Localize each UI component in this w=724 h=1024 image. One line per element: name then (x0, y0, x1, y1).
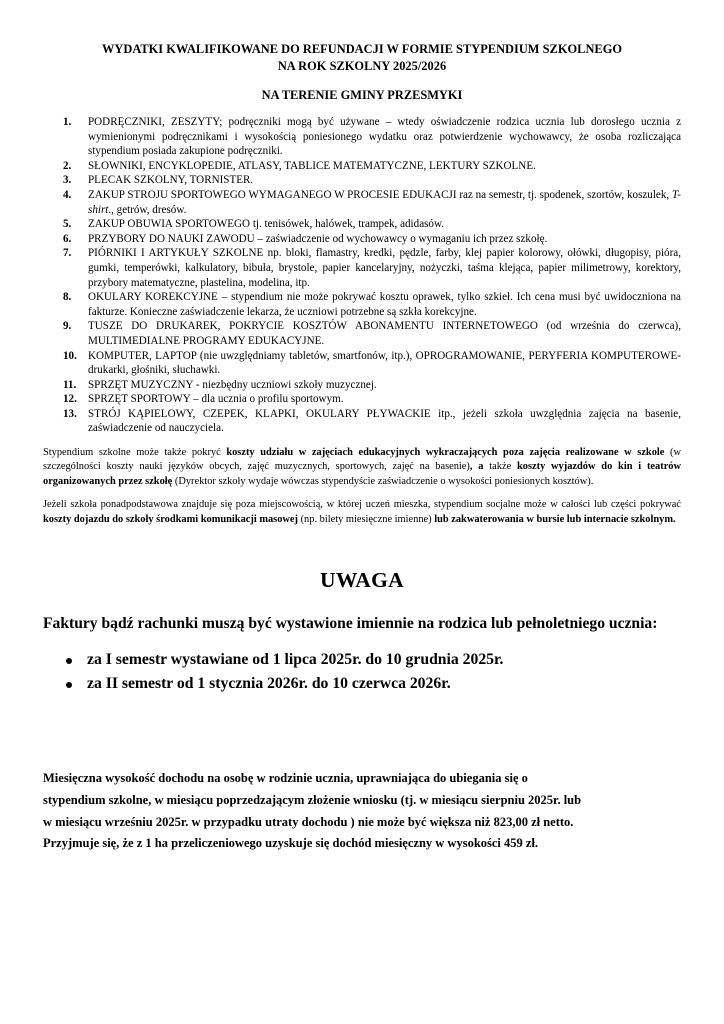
list-item (43, 672, 681, 696)
para-text: (Dyrektor szkoły wydaje wówczas stypendyście zaświadczenie o wysokości poniesionych kosztów). (172, 475, 594, 487)
bullet-icon (66, 658, 72, 664)
item-head: PLECAK SZKOLNY, TORNISTER. (88, 174, 254, 187)
item-text: (nie uwzględniamy tabletów, smartfonów, itp.), OPROGRAMOWANIE, PERYFERIA KOMPUTEROWE- drukarki, głośniki, słuchawki. (88, 349, 681, 377)
paragraph-commute-costs (43, 498, 681, 527)
income-line: Przyjmuje się, że z 1 ha przeliczeniowego uzyskuje się dochód miesięczny w wysokości 459 zł. (43, 836, 539, 851)
document-title (43, 41, 681, 74)
item-number: 10. (63, 349, 77, 362)
bullet-icon (66, 682, 72, 688)
item-text: tj. tenisówek, halówek, trampek, adidasów. (252, 218, 445, 231)
item-number: 8. (63, 291, 72, 304)
list-item (43, 173, 681, 188)
item-text: – dla ucznia o profilu sportowym. (193, 393, 344, 406)
item-number: 12. (63, 393, 77, 406)
list-item (43, 378, 681, 393)
para-bold: koszty udziału w zajęciach edukacyjnych wykraczających poza zajęcia realizowane w szkole (226, 447, 665, 459)
para-bold: lub zakwaterowania w bursie lub internacie szkolnym. (434, 513, 676, 525)
title-line-2: NA ROK SZKOLNY 2025/2026 (277, 58, 447, 73)
item-head: STRÓJ KĄPIELOWY, CZEPEK, KLAPKI, OKULARY PŁYWACKIE (88, 407, 439, 420)
item-head: PRZYBORY DO NAUKI ZAWODU (88, 232, 258, 245)
item-text: itp., jeżeli szkoła uwzględnia zajęcia na basenie, zaświadczenie od nauczyciela. (88, 407, 681, 435)
item-text: np. bloki, flamastry, kredki, pędzle, farby, klej papier kolorowy, ołówki, długopisy, pióra, gumki, temperówki, kalkulatory, bibuła, brystole, papier kancelaryjny, nożyczki, taśma klejąca, papier milimetrowy, korektory, przybory matematyczne, plastelina, modelina, itp. (88, 247, 682, 289)
list-item (43, 392, 681, 407)
item-number: 2. (63, 159, 72, 172)
item-text: podręczniki mogą być używane – wtedy oświadczenie rodzica ucznia lub dorosłego ucznia z wymienionymi podręcznikami i wysokością poniesionego wydatku oraz potwierdzenie wychowawcy, że osoba rozliczająca stypendium posiada zakupione podręczniki. (88, 116, 682, 158)
item-head: ZAKUP OBUWIA SPORTOWEGO (88, 218, 253, 231)
item-head: SPRZĘT SPORTOWY (88, 393, 194, 406)
income-line: stypendium szkolne, w miesiącu poprzedzającym złożenie wniosku (tj. w miesiącu sierpniu 2025r. lub (43, 792, 582, 807)
item-text: – zaświadczenie od wychowawcy o wymaganiu ich przez szkołę. (257, 232, 548, 245)
item-number: 13. (63, 407, 77, 420)
item-number: 5. (63, 218, 72, 231)
item-number: 6. (63, 232, 72, 245)
item-text: – stypendium nie może pokrywać kosztu oprawek, tylko szkieł. Ich cena musi być uwidoczniona na fakturze. Konieczne zaświadczenie lekarza, że uczniowi potrzebne są szkła korekcyjne. (88, 291, 681, 318)
list-item (43, 407, 681, 436)
item-italic: T-shirt (88, 188, 681, 216)
document-subtitle: NA TERENIE GMINY PRZESMYKI (261, 88, 463, 102)
item-head: PIÓRNIKI I ARTYKUŁY SZKOLNE (88, 247, 268, 260)
item-head: ZAKUP STROJU SPORTOWEGO WYMAGANEGO W PROCESIE EDUKACJI (88, 188, 460, 201)
para-text: Jeżeli szkoła ponadpodstawowa znajduje się poza miejscowością, w której uczeń mieszka, stypendium socjalne może w całości lub części pokrywać (43, 499, 681, 511)
item-number: 11. (63, 378, 77, 391)
notice-heading: UWAGA (320, 568, 404, 593)
item-text-2: ., getrów, dresów. (108, 203, 187, 216)
para-bold: koszty wyjazdów do kin i teatrów organizowanych przez szkołę (43, 461, 682, 487)
item-text: - niezbędny uczniowi szkoły muzycznej. (195, 378, 377, 391)
list-item (43, 188, 681, 217)
para-text: (np. bilety miesięczne imienne) (298, 513, 435, 525)
item-number: 1. (63, 116, 72, 128)
semester-text: za II semestr od 1 stycznia 2026r. do 10 czerwca 2026r. (87, 675, 451, 693)
income-line: w miesiącu wrześniu 2025r. w przypadku utraty dochodu ) nie może być większa niż 823,00 zł netto. (43, 814, 574, 829)
semester-text: za I semestr wystawiane od 1 lipca 2025r. do 10 grudnia 2025r. (87, 651, 504, 669)
income-line: Miesięczna wysokość dochodu na osobę w rodzinie ucznia, uprawniająca do ubiegania się o (43, 771, 528, 786)
item-text: raz na semestr, tj. spodenek, szortów, koszulek, (459, 188, 672, 201)
invoice-requirement: Faktury bądź rachunki muszą być wystawione imiennie na rodzica lub pełnoletniego ucznia: (43, 615, 658, 633)
item-text: (od września do czerwca), MULTIMEDIALNE PROGRAMY EDUKACYJNE. (88, 320, 682, 347)
expense-list (43, 115, 681, 436)
list-item (43, 115, 681, 159)
list-item (43, 159, 681, 174)
list-item (43, 349, 681, 378)
item-head: SŁOWNIKI, ENCYKLOPEDIE, ATLASY, TABLICE MATEMATYCZNE, LEKTURY SZKOLNE. (88, 159, 536, 172)
item-number: 9. (63, 320, 72, 333)
income-threshold-paragraph (43, 768, 681, 855)
item-number: 4. (63, 188, 72, 201)
para-text: (w szczególności koszty nauki języków obcych, zajęć muzycznych, sportowych, zajęć na basenie) (43, 447, 681, 473)
para-text: także (483, 461, 517, 473)
list-item (43, 246, 681, 290)
item-head: OKULARY KOREKCYJNE (88, 291, 222, 304)
para-bold: koszty dojazdu do szkoły środkami komunikacji masowej (43, 513, 298, 525)
item-head: TUSZE DO DRUKAREK, POKRYCIE KOSZTÓW ABONAMENTU INTERNETOWEGO (88, 320, 547, 333)
item-number: 3. (63, 174, 72, 187)
item-head: KOMPUTER, LAPTOP (88, 349, 200, 362)
item-head: PODRĘCZNIKI, ZESZYTY; (88, 116, 229, 128)
semester-list (43, 648, 681, 696)
item-number: 7. (63, 247, 72, 260)
paragraph-additional-costs (43, 446, 681, 489)
item-head: SPRZĘT MUZYCZNY (88, 378, 196, 391)
para-text: Stypendium szkolne może także pokryć (43, 447, 227, 459)
list-item (43, 290, 681, 319)
list-item (43, 648, 681, 672)
list-item (43, 232, 681, 247)
para-bold: , a (469, 461, 484, 473)
list-item (43, 319, 681, 348)
title-line-1: WYDATKI KWALIFIKOWANE DO REFUNDACJI W FORMIE STYPENDIUM SZKOLNEGO (101, 42, 623, 56)
list-item (43, 217, 681, 232)
